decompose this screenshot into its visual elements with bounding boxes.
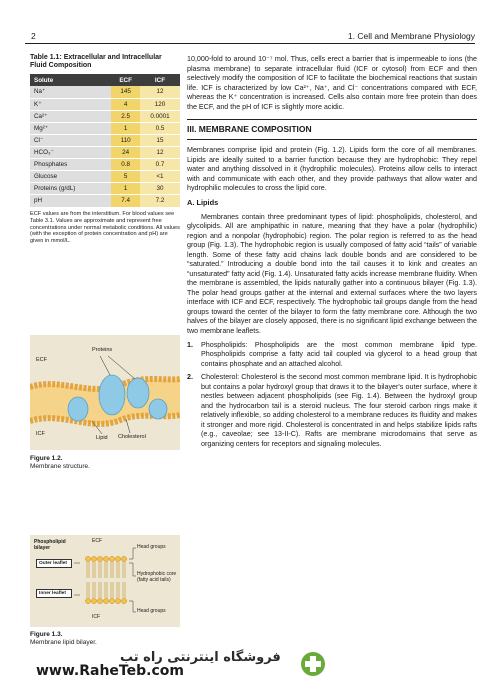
- table-row: [30, 86, 180, 98]
- ecf-label: ECF: [92, 538, 102, 544]
- icf-value-cell: 0.0001: [140, 110, 180, 122]
- ecf-value-cell: 0.8: [111, 159, 140, 171]
- fluid-composition-table: [30, 74, 180, 207]
- solute-cell: Proteins (g/dL): [30, 183, 111, 195]
- icf-label: ICF: [36, 431, 45, 437]
- ecf-value-cell: 145: [111, 86, 140, 98]
- section-paragraph: Membranes comprise lipid and protein (Fig. 1.2). Lipids form the core of all membranes. Lipids are ideally suited to a barrier function because they are hydrophobic: They repel water and anything dissolved in it (hydrophilic molecules). Proteins allow cells to interact with and communicate with each other, and they provide pathways that allow water and hydrophilic molecules to cross the lipid core.: [187, 146, 477, 193]
- solute-cell: Ca²⁺: [30, 110, 111, 122]
- icf-value-cell: 15: [140, 134, 180, 146]
- outer-leaflet-label: Outer leaflet: [36, 559, 72, 568]
- solute-cell: Glucose: [30, 171, 111, 183]
- solute-cell: Cl⁻: [30, 134, 111, 146]
- ecf-label: ECF: [36, 357, 47, 363]
- icf-value-cell: 0.5: [140, 122, 180, 134]
- icf-value-cell: 120: [140, 98, 180, 110]
- item-number: 2.: [187, 373, 193, 382]
- ecf-value-cell: 1: [111, 183, 140, 195]
- left-column: [30, 54, 180, 245]
- table-row: [30, 159, 180, 171]
- cholesterol-label: Cholesterol: [118, 434, 146, 440]
- icf-value-cell: 30: [140, 183, 180, 195]
- lipid-label: Lipid: [96, 435, 108, 441]
- table-row: [30, 110, 180, 122]
- table-row: [30, 195, 180, 207]
- caption-title: Figure 1.3.: [30, 631, 63, 638]
- ecf-value-cell: 5: [111, 171, 140, 183]
- solute-cell: Na⁺: [30, 86, 111, 98]
- figure-1-2-caption: [30, 455, 90, 471]
- proteins-label: Proteins: [92, 347, 113, 353]
- table-title: Table 1.1: Extracellular and Intracellular Fluid Composition: [30, 54, 162, 70]
- watermark-url: www.RaheTeb.com: [36, 663, 184, 679]
- ecf-value-cell: 4: [111, 98, 140, 110]
- lipids-subheading: A. Lipids: [187, 197, 219, 207]
- ecf-value-cell: 7.4: [111, 195, 140, 207]
- section-heading: III. MEMBRANE COMPOSITION: [187, 119, 477, 140]
- head-groups-bottom-label: Head groups: [137, 608, 166, 614]
- solute-cell: HCO₃⁻: [30, 147, 111, 159]
- table-note: ECF values are from the interstitium. For blood values see Table 3.1. Values are approximate and represent free concentrations under normal metabolic conditions. All values (with the exception of protein concentration and pH) are given in mmol/L.: [30, 210, 180, 245]
- icf-value-cell: <1: [140, 171, 180, 183]
- table-row: [30, 171, 180, 183]
- icf-value-cell: 0.7: [140, 159, 180, 171]
- solute-cell: K⁺: [30, 98, 111, 110]
- watermark-farsi: فروشگاه اینترنتی راه تب: [120, 650, 281, 665]
- table-body: [30, 86, 180, 207]
- ecf-value-cell: 24: [111, 147, 140, 159]
- phospholipid-bilayer-label: Phospholipid bilayer: [34, 539, 66, 551]
- icf-value-cell: 12: [140, 147, 180, 159]
- list-item: [187, 373, 477, 449]
- page-number: 2: [31, 31, 36, 41]
- head-groups-top-label: Head groups: [137, 544, 166, 550]
- icf-label: ICF: [92, 614, 101, 620]
- caption-text: Membrane structure.: [30, 463, 90, 471]
- table-row: [30, 98, 180, 110]
- solute-cell: pH: [30, 195, 111, 207]
- ecf-value-cell: 110: [111, 134, 140, 146]
- table-row: [30, 122, 180, 134]
- lipids-paragraph: Membranes contain three predominant types of lipid: phospholipids, cholesterol, and glycolipids. All are amphipathic in nature, meaning that they have a polar (hydrophilic) region and a nonpolar (hydrophobic) region. The polar region is referred to as the head group (Fig. 1.3). The hydrophobic region is usually composed of fatty acid “tails” of variable length. Some of these fatty acid chains lack double bonds and are considered to be “saturated.” Introducing a double bond into the tail causes it to kink and creates an “unsaturated” fatty acid (Fig. 1.4). Unsaturated fatty acids increase membrane fluidity. When the membrane is assembled, the lipids naturally gather into a continuous bilayer (Fig. 1.3). The polar head groups gather at the internal and external surfaces where the two layers interface with ICF and ECF, respectively. The hydrophobic tail groups dangle from the head groups toward the center of the bilayer to form the fatty membrane core. Although the two halves of the bilayer are closely apposed, there is no significant lipid exchange between the two membrane leaflets.: [187, 212, 477, 335]
- cholesterol-item: Cholesterol: Cholesterol is the second most common membrane lipid. It is hydrophobic but contains a polar hydroxyl group that draws it to the bilayer's outer surface, where it nestles between adjacent phospholipids (see Fig. 1.4). Between the hydroxyl group and the hydrocarbon tail is a steroid nucleus. The four steroid carbon rings make it relatively inflexible, so adding cholesterol to a membrane reduces its fluidity and makes it stronger and more rigid. Cholesterol is concentrated in and helps stabilize lipids rafts (e.g., caveolae; see 13-II-C). Rafts are membrane microdomains that serve as organizing centers for receptors and signaling molecules.: [201, 373, 477, 448]
- list-item: [187, 341, 477, 370]
- caption-title: Figure 1.2.: [30, 455, 63, 462]
- page-header: [25, 30, 475, 44]
- watermark: [30, 650, 475, 682]
- figure-1-3-caption: [30, 631, 97, 647]
- item-number: 1.: [187, 340, 193, 349]
- right-column: [187, 55, 477, 453]
- ecf-value-cell: 1: [111, 122, 140, 134]
- table-row: [30, 183, 180, 195]
- column-header: ICF: [140, 74, 180, 86]
- lipid-bilayer-figure: [30, 535, 180, 627]
- solute-cell: Phosphates: [30, 159, 111, 171]
- membrane-structure-figure: [30, 335, 180, 450]
- hydrophobic-core-label: Hydrophobic core (fatty acid tails): [137, 571, 177, 583]
- icf-value-cell: 7.2: [140, 195, 180, 207]
- watermark-logo-icon: [298, 650, 328, 678]
- column-header: Solute: [30, 74, 111, 86]
- phospholipids-item: Phospholipids: Phospholipids are the most common membrane lipid type. Phospholipids comprise a fatty acid tail coupled via glycerol to a head group that contains phosphate and an attached alcohol.: [201, 340, 477, 368]
- table-header-row: [30, 74, 180, 86]
- icf-value-cell: 12: [140, 86, 180, 98]
- column-header: ECF: [111, 74, 140, 86]
- chapter-title: 1. Cell and Membrane Physiology: [347, 31, 475, 41]
- table-row: [30, 147, 180, 159]
- solute-cell: Mg²⁺: [30, 122, 111, 134]
- ecf-value-cell: 2.5: [111, 110, 140, 122]
- intro-paragraph: 10,000-fold to around 10⁻⁷ mol. Thus, cells erect a barrier that is impermeable to ions (the plasma membrane) to separate intracellular fluid (ICF or cytosol) from ECF and then selectively modify the composition of ICF to facilitate the biochemical reactions that sustain life. ICF is characterized by low Ca²⁺, Na⁺, and Cl⁻ concentrations compared with ECF, whereas the K⁺ concentration is increased. Cells also contain more free protein than does the ECF, and the pH of ICF is slightly more acidic.: [187, 55, 477, 111]
- table-row: [30, 134, 180, 146]
- caption-text: Membrane lipid bilayer.: [30, 639, 97, 647]
- inner-leaflet-label: Inner leaflet: [36, 589, 72, 598]
